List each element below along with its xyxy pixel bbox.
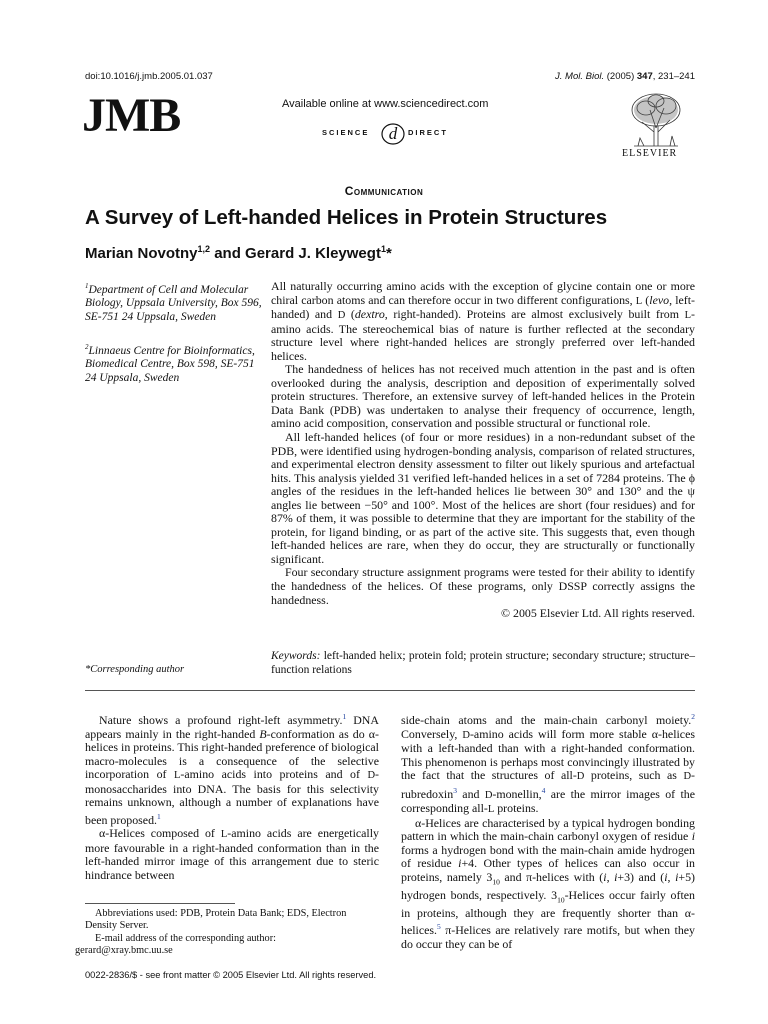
doi[interactable]: doi:10.1016/j.jmb.2005.01.037	[85, 71, 213, 82]
author-name: Marian Novotny	[85, 245, 198, 262]
corresponding-author-note: *Corresponding author	[85, 664, 185, 675]
reference-link[interactable]: 2	[691, 712, 695, 721]
email-footnote: E-mail address of the corresponding author: gerard@xray.bmc.uu.se	[75, 932, 276, 957]
email-link[interactable]: gerard@xray.bmc.uu.se	[75, 945, 173, 957]
journal-citation	[555, 71, 695, 82]
affiliation-text: Department of Cell and Molecular Biology, Uppsala University, Box 596, SE-751 24 Uppsala, Sweden	[85, 283, 262, 324]
affiliation	[85, 341, 263, 386]
available-online-text: Available online at www.sciencedirect.com	[282, 98, 489, 110]
copyright-line: © 2005 Elsevier Ltd. All rights reserved.	[501, 606, 695, 621]
sciencedirect-logo	[322, 118, 462, 148]
body-column-left	[85, 710, 379, 883]
reference-link[interactable]: 5	[437, 922, 441, 932]
affiliation-mark: 1,2	[197, 244, 211, 254]
affiliation-text: Linnaeus Centre for Bioinformatics, Biomedical Centre, Box 598, SE-751 24 Uppsala, Sweden	[85, 344, 255, 385]
reference-link[interactable]: 4	[541, 785, 546, 795]
footnote-divider	[85, 903, 235, 904]
sciencedirect-d-icon	[380, 118, 406, 148]
abstract-paragraph: Four secondary structure assignment programs were tested for their ability to identify the handedness of the helices. Of these programs, only DSSP correctly assigns the handedness.	[271, 565, 695, 607]
sciencedirect-left: SCIENCE	[322, 128, 370, 137]
abstract-paragraph: All naturally occurring amino acids with the exception of glycine contain one or more chiral carbon atoms and can therefore occur in two different configurations, L (levo, left-handed) and D (dextro, right-handed). Proteins are almost exclusively built from L-amino acids. The stereochemical bias of nature is further reflected at the secondary structure level where right-handed helices are strongly preferred over left-handed helices.	[271, 279, 696, 363]
body-column-right	[401, 710, 695, 951]
abstract-paragraph: All left-handed helices (of four or more residues) in a non-redundant subset of the PDB, were identified using hydrogen-bonding analysis, comparison of related structures, and experimental electron density assessment to filter out likely spurious and artefactual hits. This analysis yielded 31 verified left-handed helices in a set of 7284 proteins. The ϕ angles of the residues in the left-handed helices lie between 30° and 130° and the ψ angles lie between −50° and 100°. Most of the helices are short (four residues) and for 87% of them, it was possible to determine that they are important for the stability of the protein, for ligand binding, or as part of the active site. This suggests that, even though left-handed helices are rare, when they do occur, they are structurally or functionally significant.	[271, 430, 695, 566]
affiliation-number: 1	[85, 282, 89, 290]
svg-text:d: d	[388, 124, 398, 143]
reference-link[interactable]: 3	[453, 785, 457, 795]
journal-pages: , 231–241	[652, 71, 695, 82]
reference-link[interactable]: 1	[342, 712, 347, 721]
journal-logo: JMB	[82, 89, 181, 142]
sciencedirect-right: DIRECT	[408, 128, 448, 137]
journal-name: J. Mol. Biol.	[555, 71, 605, 82]
corresponding-mark: *	[385, 245, 392, 262]
abstract	[271, 280, 695, 621]
author-list	[85, 244, 392, 262]
journal-volume: 347	[636, 71, 653, 82]
author-separator: and	[210, 245, 246, 262]
affiliation	[85, 280, 263, 325]
body-paragraph: α-Helices composed of L-amino acids are energetically more favourable in a right-handed conformation than in the left-handed mirror image of this arrangement due to steric hindrance between	[85, 826, 379, 882]
author-name: Gerard J. Kleywegt	[245, 245, 381, 262]
affiliation-number: 2	[85, 343, 89, 351]
body-paragraph: α-Helices are characterised by a typical hydrogen bonding pattern in which the main-chain carbonyl oxygen of residue i forms a hydrogen bond with the main-chain amide hydrogen of residue i+4. Other types of helices can also occur in proteins, namely $3_{10}$ and π-helices with (i, i+3) and (i, i+5) hydrogen bonds, respectively. $3_{10}$-Helices occur fairly often in proteins, although they are frequently shorter than α-helices.$^5$ π-Helices are relatively rare motifs, but when they do occur they can be of	[401, 815, 696, 951]
reference-link[interactable]: 1	[156, 811, 161, 821]
keywords-text: left-handed helix; protein fold; protein structure; secondary structure; structure–function relations	[271, 650, 695, 676]
keywords	[271, 650, 695, 677]
affiliation-mark: 1	[380, 244, 386, 254]
article-title: A Survey of Left-handed Helices in Protein Structures	[85, 206, 608, 229]
abstract-paragraph: The handedness of helices has not received much attention in the past and is often overlooked during the analysis, description and deposition of experimentally solved protein structures. Therefore, an extensive survey of left-handed helices in the Protein Data Bank (PDB) was undertaken to analyse their frequency of occurrence, length, amino acid composition, conservation and possible structural or functional role.	[271, 362, 695, 431]
abbreviations-footnote: Abbreviations used: PDB, Protein Data Bank; EDS, Electron Density Server.	[85, 908, 347, 932]
front-matter-line: 0022-2836/$ - see front matter © 2005 Elsevier Ltd. All rights reserved.	[85, 970, 377, 980]
article-type: Communication	[344, 184, 424, 198]
section-divider	[85, 690, 695, 691]
publisher-name: ELSEVIER	[622, 148, 678, 159]
footnotes	[75, 908, 379, 958]
body-paragraph: Nature shows a profound right-left asymmetry.$^1$ DNA appears mainly in the right-handed B-conformation as do α-helices in proteins. This right-handed preference of biological macro-molecules is a consequence of the selective incorporation of L-amino acids into proteins and of D-monosaccharides into DNA. The basis for this selectivity remains unknown, although a number of explanations have been proposed.$^1$	[85, 712, 379, 827]
keywords-label: Keywords:	[271, 650, 321, 662]
body-paragraph: side-chain atoms and the main-chain carbonyl moiety.$^2$ Conversely, D-amino acids will form more stable α-helices with a left-handed than with a right-handed conformation. This phenomenon is perhaps most convincingly illustrated by the fact that the structures of all-D proteins, such as D-rubredoxin$^3$ and D-monellin,$^4$ are the mirror images of the corresponding all-L proteins.	[401, 712, 696, 816]
journal-year: (2005)	[606, 71, 635, 82]
